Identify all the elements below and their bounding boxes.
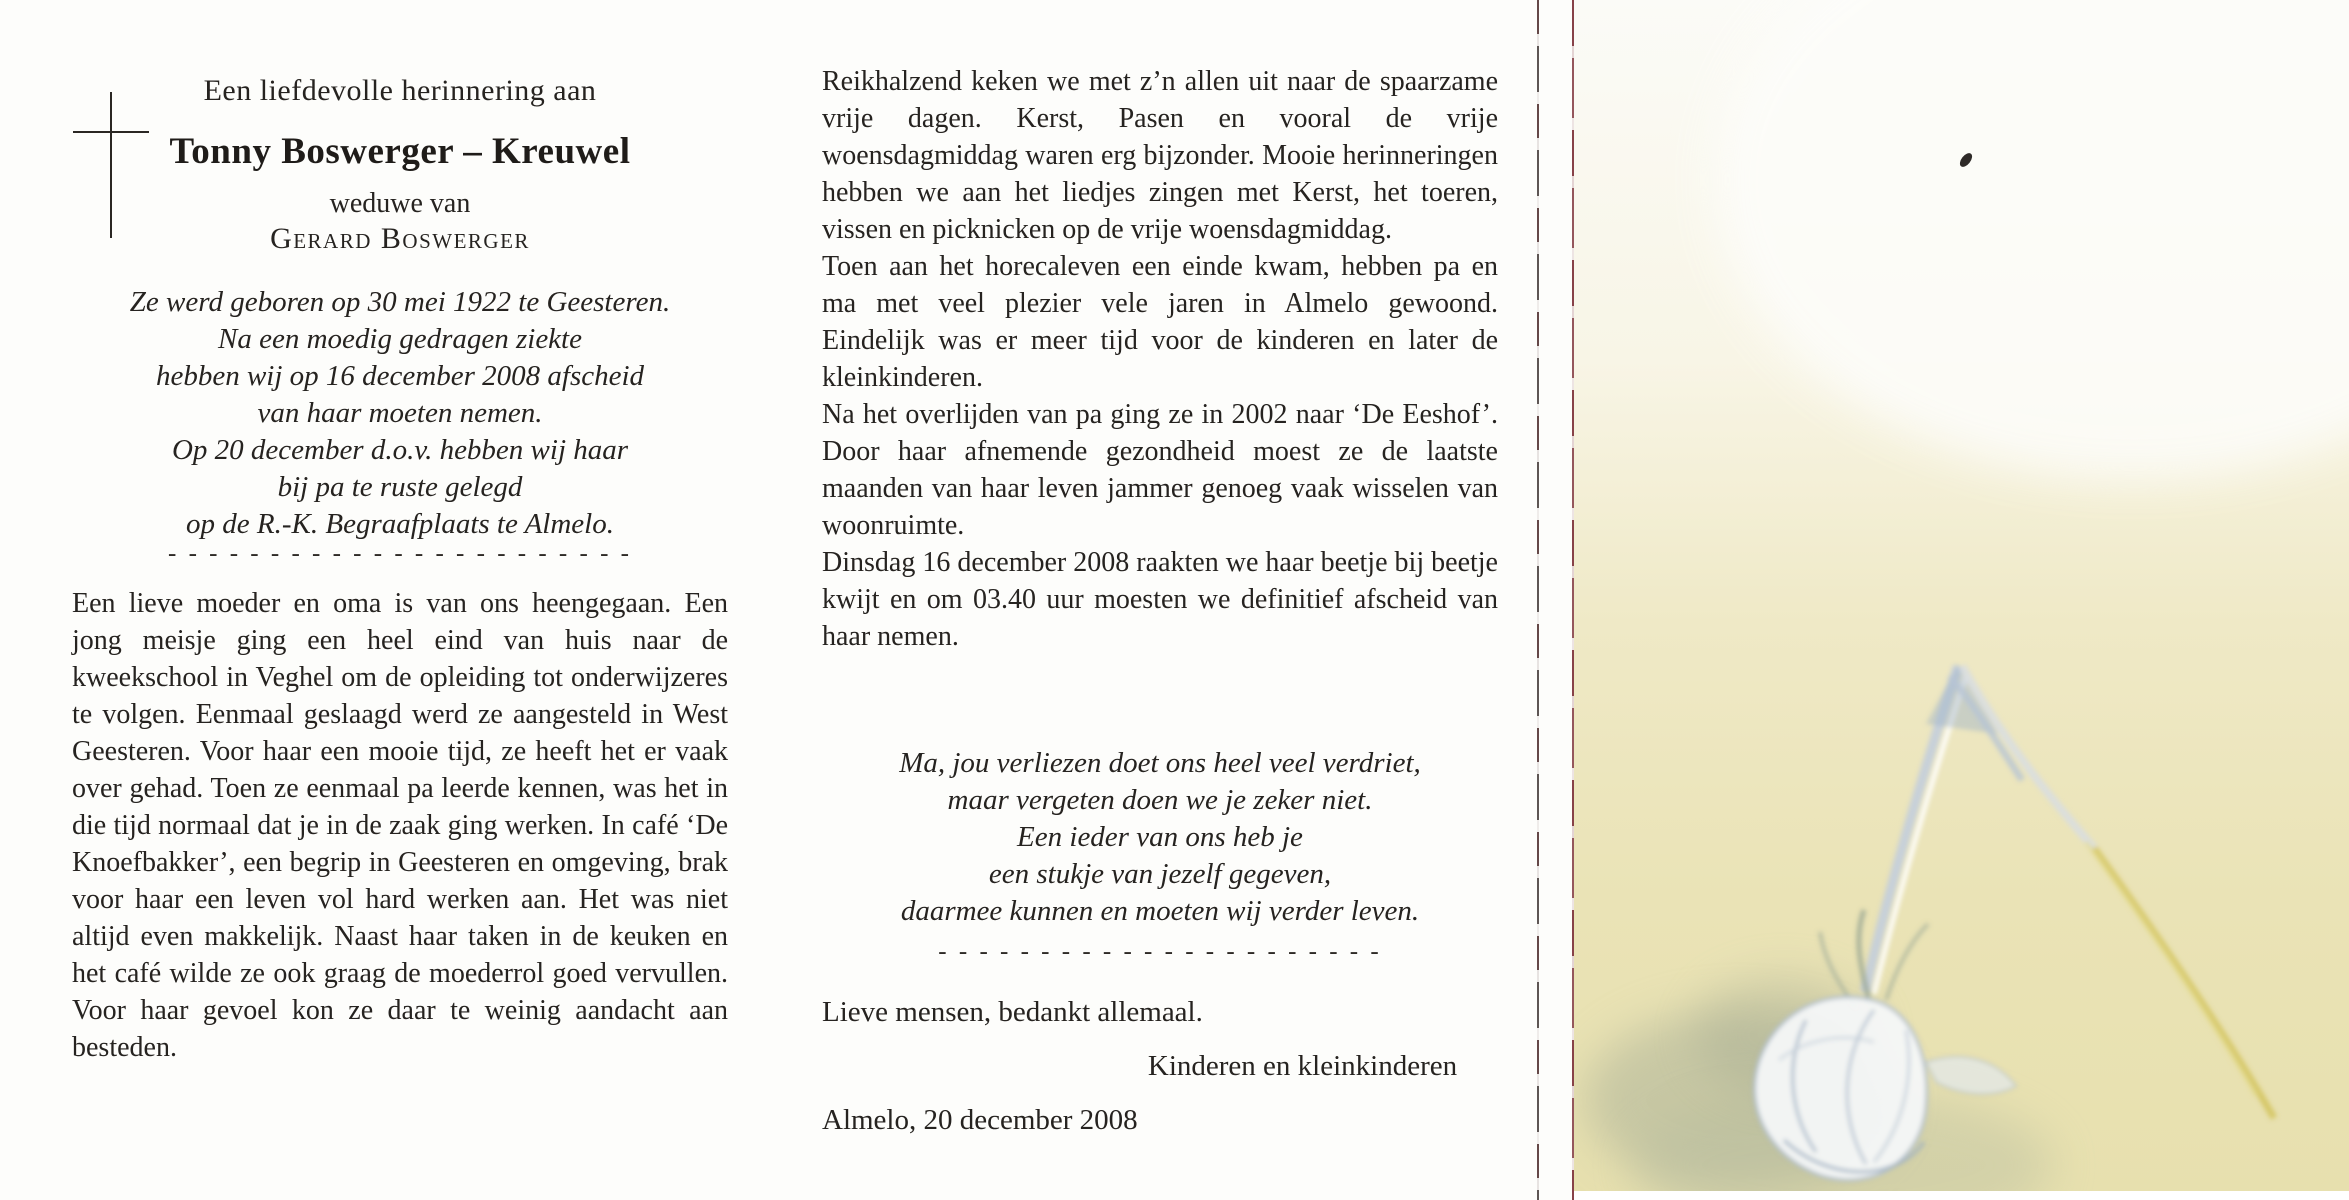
- verse-line: daarmee kunnen en moeten wij verder leven.: [900, 895, 1420, 927]
- dashed-separator: - - - - - - - - - - - - - - - - - - - - - - -: [168, 540, 632, 567]
- verse-line: maar vergeten doen we je zeker niet.: [947, 784, 1373, 816]
- middle-column: [822, 0, 1498, 1200]
- intro-line: op de R.-K. Begraafplaats te Almelo.: [186, 508, 614, 540]
- birth-death-block: [72, 284, 728, 543]
- memories-paragraph: Na het overlijden van pa ging ze in 2002 naar ‘De Eeshof’. Door haar afnemende gezondheid moest ze de laatste maanden van haar leven jammer genoeg vaak wisselen van woonruimte.: [822, 399, 1498, 541]
- deceased-name: Tonny Boswerger – Kreuwel: [169, 131, 631, 172]
- life-story-paragraph: Een lieve moeder en oma is van ons heengegaan. Een jong meisje ging een heel eind van huis naar de kweekschool in Veghel om de opleiding tot onderwijzeres te volgen. Eenmaal geslaagd werd ze aangesteld in West Geesteren. Voor haar een mooie tijd, ze heeft het er vaak over gehad. Toen ze eenmaal pa leerde kennen, was het in die tijd normaal dat je in de zaak ging werken. In café ‘De Knoefbakker’, een begrip in Geesteren en omgeving, brak voor haar een leven vol hard werken aan. Het was niet altijd even makkelijk. Naast haar taken in de keuken en het café wilde ze ook graag de moederrol goed vervullen. Voor haar gevoel kon ze daar te weinig aandacht aan besteden.: [72, 588, 728, 1063]
- spouse-name: Gerard Boswerger: [270, 222, 530, 255]
- intro-line: van haar moeten nemen.: [257, 397, 543, 429]
- intro-line: hebben wij op 16 december 2008 afscheid: [155, 360, 645, 392]
- card-cover-page: [1574, 0, 2349, 1200]
- place-date-line: Almelo, 20 december 2008: [822, 1104, 1138, 1136]
- intro-line: Ze werd geboren op 30 mei 1922 te Geesteren.: [129, 286, 671, 318]
- memorial-intro-line: Een liefdevolle herinnering aan: [203, 74, 597, 107]
- memories-paragraph: Reikhalzend keken we met z’n allen uit naar de spaarzame vrije dagen. Kerst, Pasen en vooral de vrije woensdagmiddag waren erg bijzonder. Mooie herinneringen hebben we aan het liedjes zingen met Kerst, het toeren, vissen en picknicken op de vrije woensdagmiddag.: [822, 66, 1498, 245]
- memories-block: [822, 63, 1498, 655]
- memories-paragraph: Toen aan het horecaleven een einde kwam, hebben pa en ma met veel plezier vele jaren in Almelo gewoond. Eindelijk was er meer tijd voor de kinderen en later de kleinkinderen.: [822, 251, 1498, 393]
- relation-line: weduwe van: [329, 188, 471, 219]
- farewell-verse: [822, 745, 1498, 930]
- intro-line: Na een moedig gedragen ziekte: [217, 323, 582, 355]
- rose-illustration: [1574, 0, 2349, 1200]
- verse-line: Ma, jou verliezen doet ons heel veel verdriet,: [899, 747, 1421, 779]
- thanks-line: Lieve mensen, bedankt allemaal.: [822, 996, 1203, 1028]
- verse-line: een stukje van jezelf gegeven,: [988, 858, 1332, 890]
- memories-paragraph: Dinsdag 16 december 2008 raakten we haar beetje bij beetje kwijt en om 03.40 uur moesten we definitief afscheid van haar nemen.: [822, 547, 1498, 652]
- intro-line: Op 20 december d.o.v. hebben wij haar: [171, 434, 629, 466]
- intro-line: bij pa te ruste gelegd: [277, 471, 523, 503]
- signature-line: Kinderen en kleinkinderen: [1147, 1050, 1458, 1082]
- left-column: [72, 0, 728, 1200]
- verse-line: Een ieder van ons heb je: [1017, 821, 1303, 853]
- fold-line-left: [1537, 0, 1539, 1200]
- dashed-separator: - - - - - - - - - - - - - - - - - - - - - -: [938, 938, 1382, 965]
